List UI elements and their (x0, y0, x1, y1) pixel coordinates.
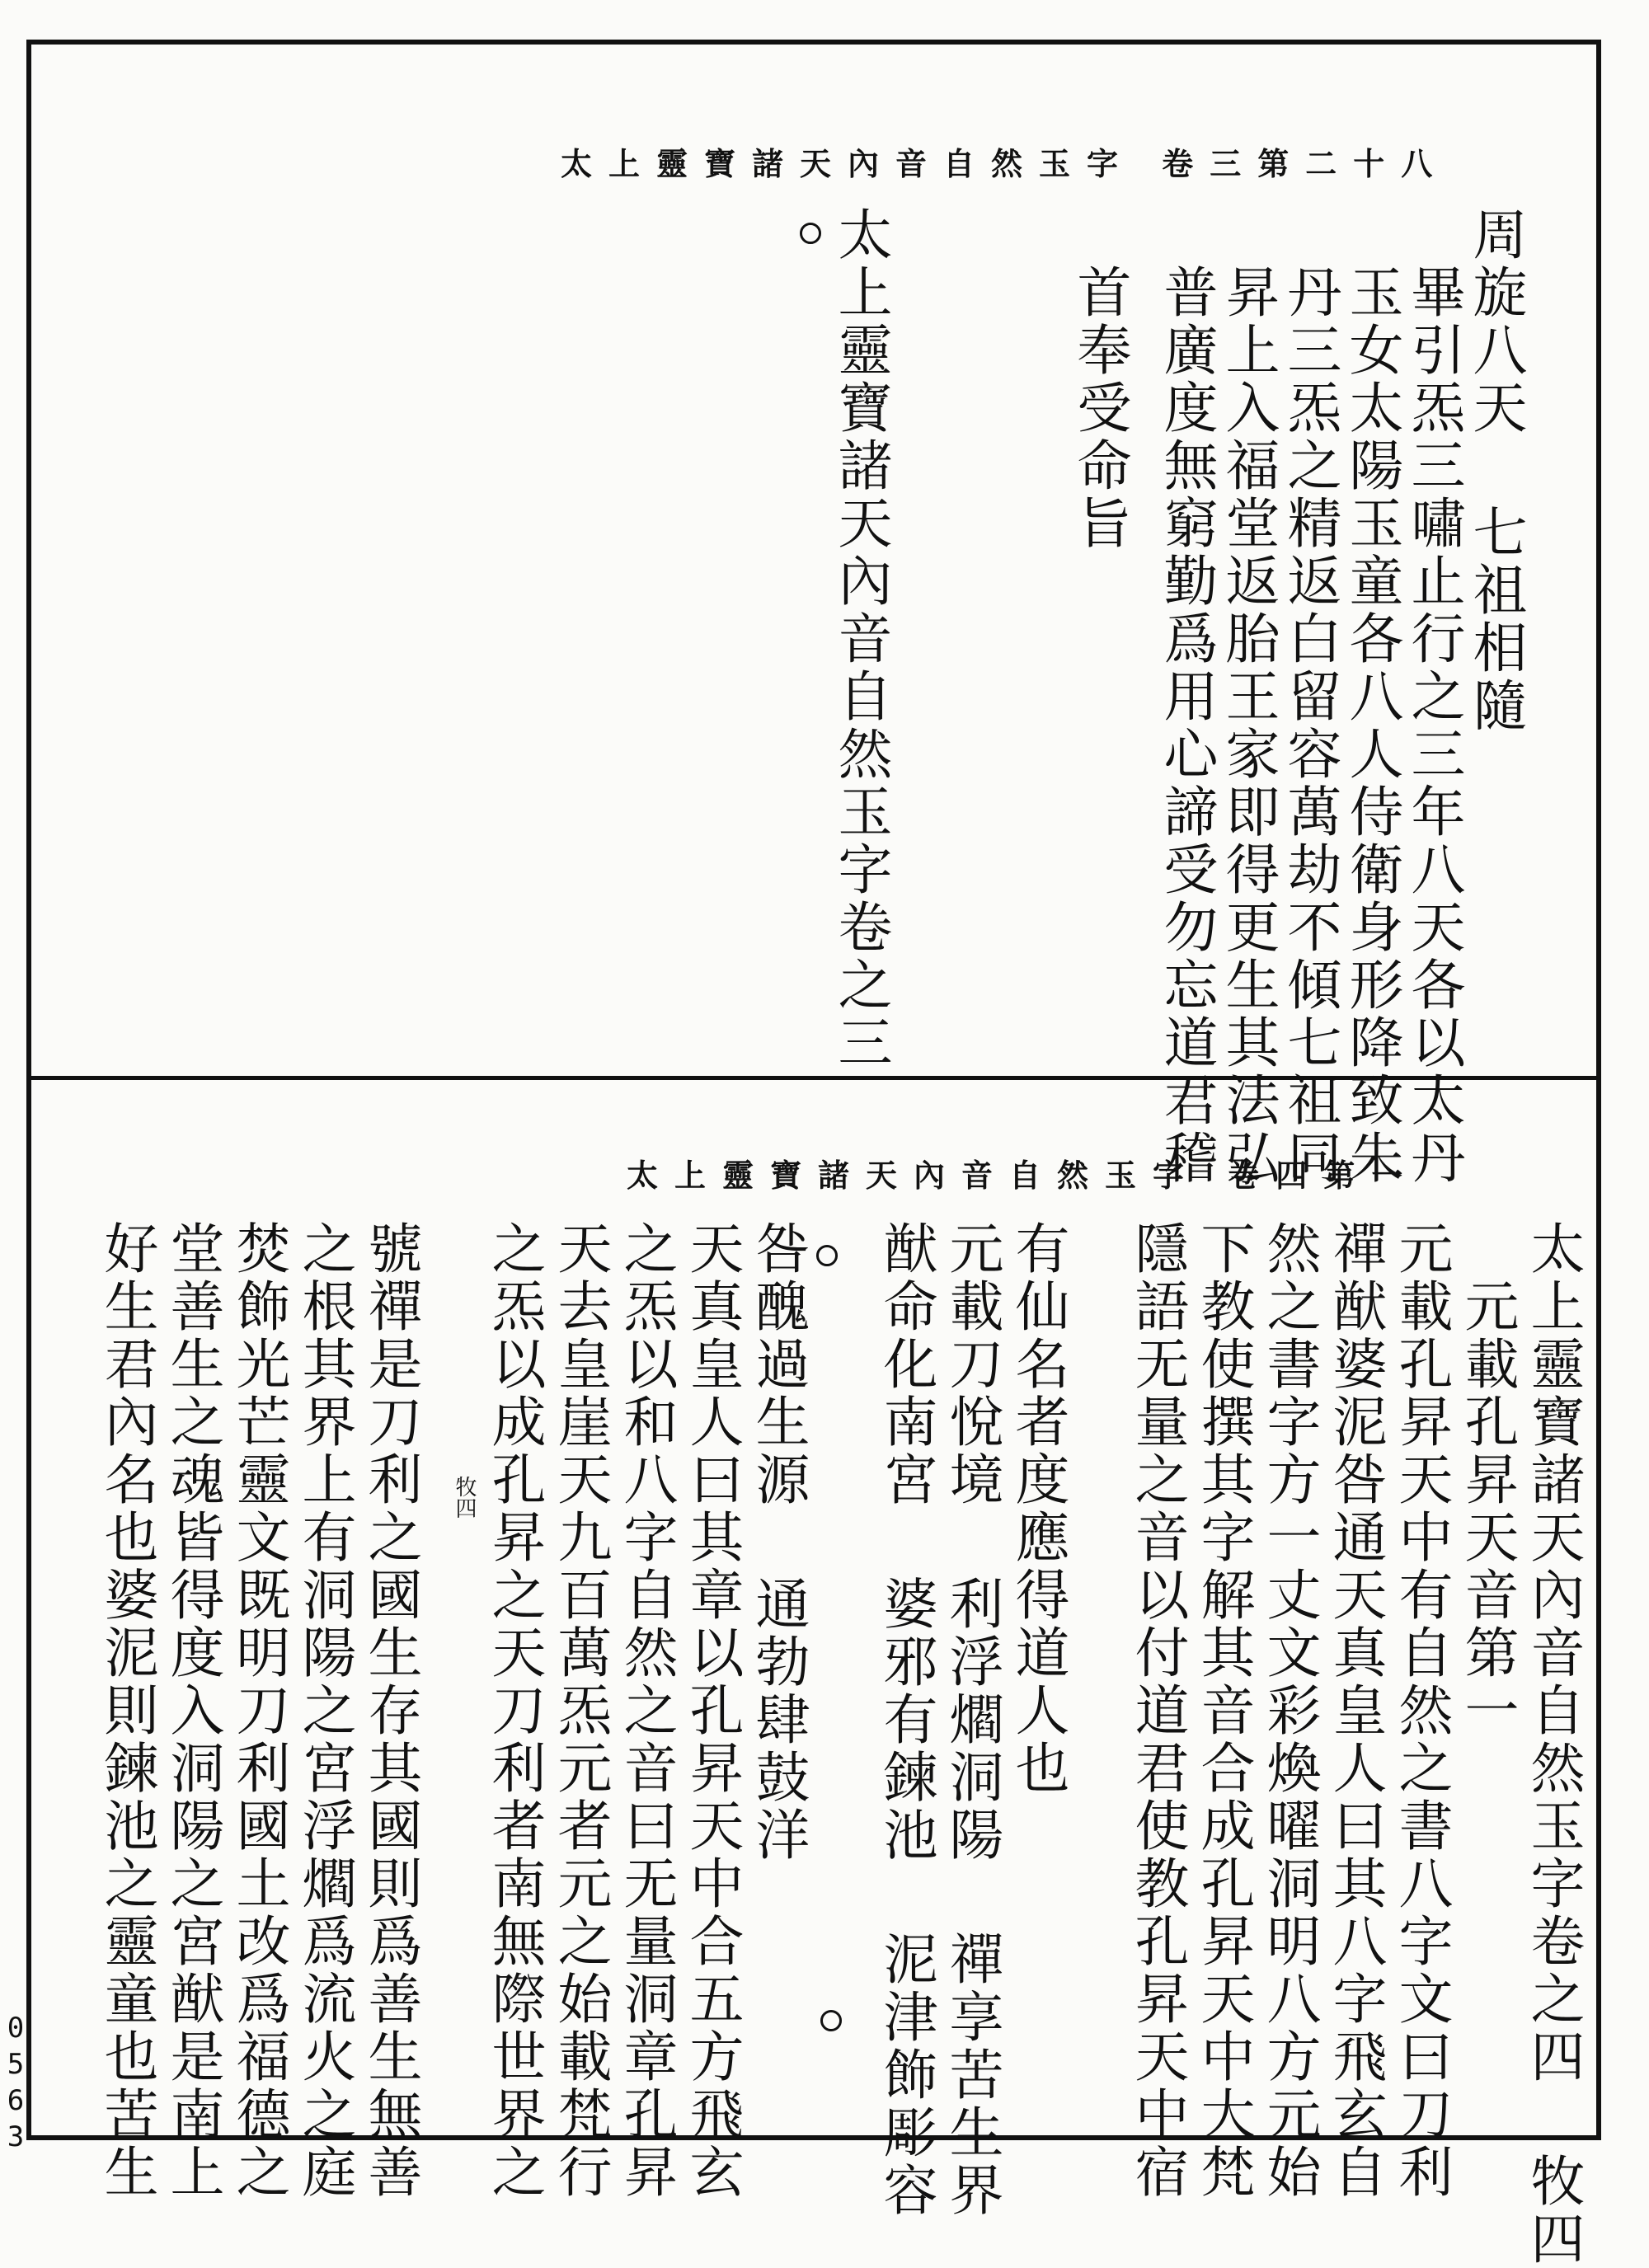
bottom-text-column-3: 元載孔昇天中有自然之書八字文曰刀利 (1389, 1220, 1453, 2201)
top-text-column-7: 首奉受命旨 (1068, 264, 1131, 552)
bottom-text-column-13: 之炁以和八字自然之音曰无量洞章孔昇 (614, 1220, 678, 2201)
top-text-column-6: 普廣度無窮勤爲用心諦受勿忘道君稽 (1154, 264, 1218, 1187)
bottom-text-column-11: 咎醜過生源 通勃肆鼓洋 (746, 1220, 810, 1864)
bottom-text-column-15: 之炁以成孔昇之天刀利者南無際世界之 (482, 1220, 546, 2201)
bottom-text-column-10: 猷命化南宮 婆邪有鍊池 泥津飾彫容 (874, 1220, 937, 2219)
bottom-text-column-5: 然之書字方一丈文彩煥曜洞明八方元始 (1257, 1220, 1321, 2201)
bottom-circle-mark-1 (816, 1245, 838, 1266)
bottom-text-column-14: 天去皇崖天九百萬炁元者元之始載梵行 (548, 1220, 612, 2201)
bottom-text-column-4: 禪猷婆泥咎通天真皇人曰其八字飛玄自 (1323, 1220, 1387, 2201)
bottom-text-column-16: 號禪是刀利之國生存其國則爲善生無善 (359, 1220, 422, 2201)
bottom-text-column-6: 下教使撰其字解其音合成孔昇天中大梵 (1191, 1220, 1255, 2201)
top-volume-end-title: 太上靈寶諸天內音自然玉字卷之三 (829, 206, 892, 1072)
bottom-text-column-1: 太上靈寶諸天內音自然玉字卷之四 牧四 (1521, 1220, 1585, 2268)
top-text-column-2: 畢引炁三嘯止行之三年八天各以太丹 (1402, 264, 1465, 1187)
bottom-circle-mark-2 (820, 2010, 842, 2031)
margin-mark-small: 牧四 (452, 1476, 477, 1519)
top-text-column-5: 昇上入福堂返胎王家即得更生其法弘 (1216, 264, 1280, 1187)
top-text-column-1: 周旋八天 七祖相隨 (1463, 206, 1527, 735)
top-running-header: 太上靈寶諸天內音自然玉字 卷三第二十八 (561, 145, 1449, 182)
top-section-circle-mark (800, 223, 821, 244)
bottom-text-column-12: 天真皇人曰其章以孔昇天中合五方飛玄 (680, 1220, 744, 2201)
bottom-text-column-18: 焚飾光芒靈文既明刀利國土改爲福德之 (227, 1220, 290, 2201)
bottom-text-column-2: 元載孔昇天音第一 (1455, 1278, 1519, 1740)
bottom-text-column-7: 隱語无量之音以付道君使教孔昇天中宿 (1125, 1220, 1189, 2201)
bottom-text-column-9: 元載刀悅境 利浮爓洞陽 禪享苦生界 (940, 1220, 1003, 2219)
bottom-text-column-17: 之根其界上有洞陽之宮浮爓爲流火之庭 (293, 1220, 356, 2201)
bottom-text-column-8: 有仙名者度應得道人也 (1006, 1220, 1069, 1797)
top-text-column-4: 丹三炁之精返白留容萬劫不傾七祖同 (1278, 264, 1341, 1187)
bottom-text-column-19: 堂善生之魂皆得度入洞陽之宮猷是南上 (161, 1220, 224, 2201)
bottom-text-column-20: 好生君內名也婆泥則鍊池之靈童也苦生 (95, 1220, 158, 2201)
top-text-column-3: 玉女太陽玉童各八人侍衛身形降致朱 (1340, 264, 1403, 1187)
bottom-running-header: 太上靈寶諸天內音自然玉字 卷四第一 (627, 1157, 1420, 1194)
page-number: 0563 (7, 2012, 25, 2153)
